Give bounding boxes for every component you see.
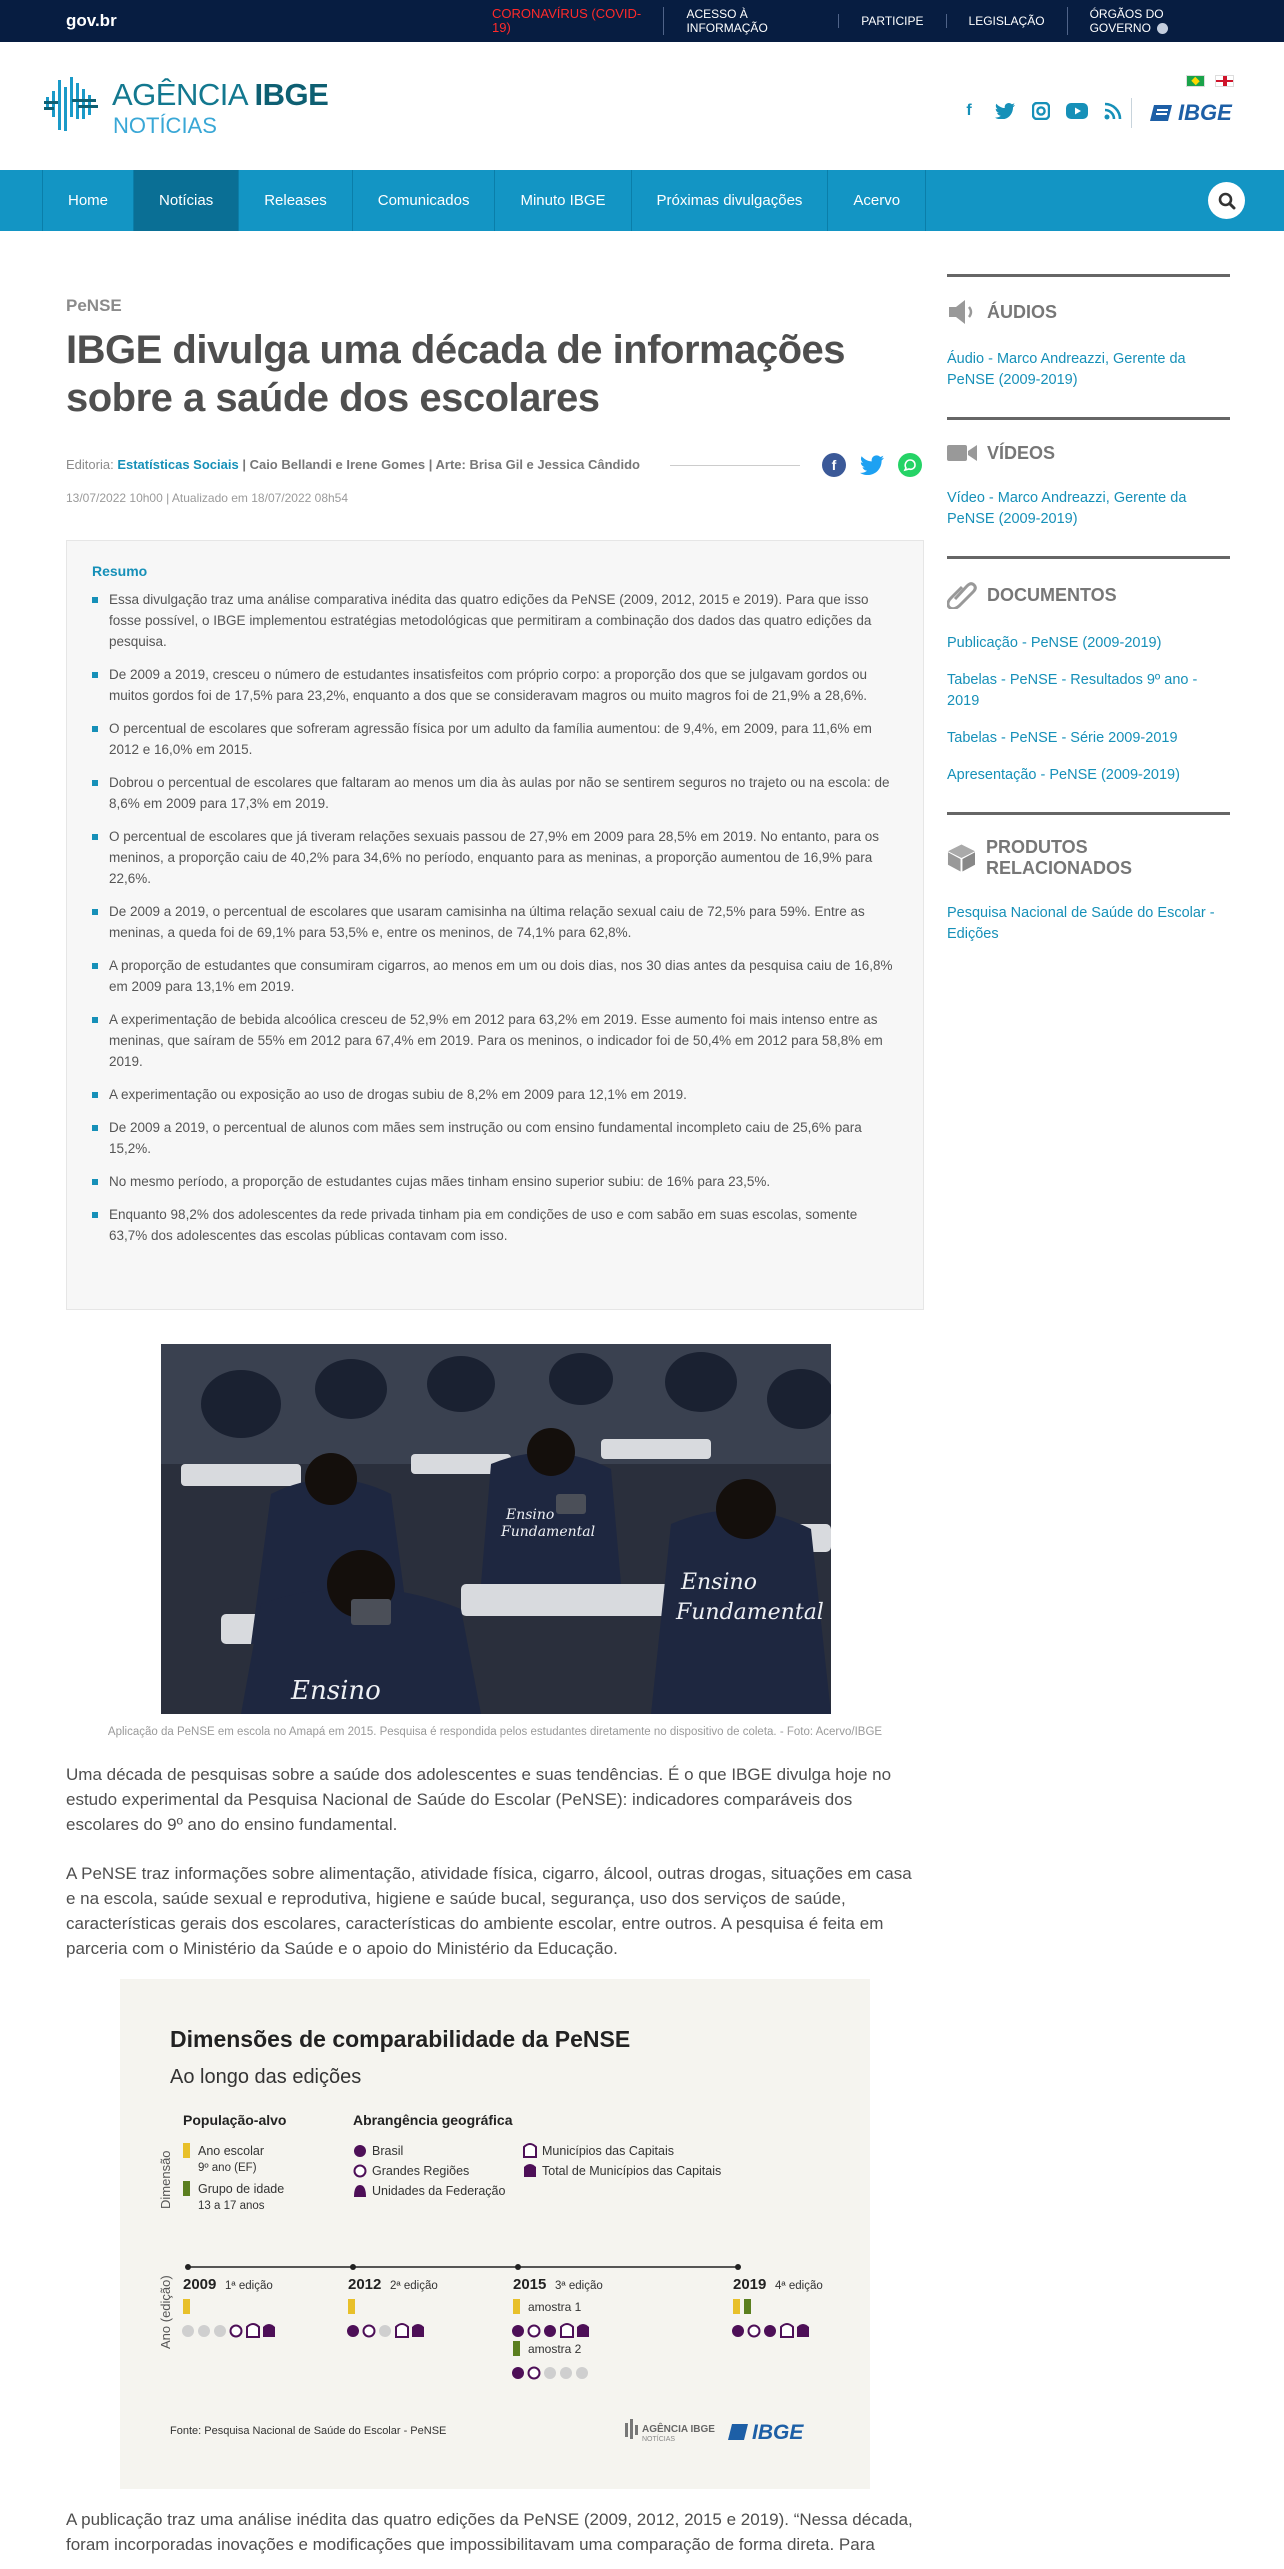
gov-link-orgaos[interactable] <box>1067 7 1250 35</box>
legend-label: Unidades da Federação <box>372 2184 506 2198</box>
gov-link-participe[interactable]: PARTICIPE <box>838 14 945 28</box>
summary-title: Resumo <box>92 563 148 579</box>
document-link[interactable]: Publicação - PeNSE (2009-2019) <box>947 635 1162 651</box>
edition-label: 1ª edição <box>225 2280 273 2292</box>
chevron-down-icon <box>1157 23 1168 34</box>
speaker-icon <box>947 299 977 325</box>
agencia-logo-sub: NOTÍCIAS <box>642 2436 676 2443</box>
brand-title <box>112 77 328 113</box>
ibge-emblem-icon <box>1150 103 1174 123</box>
summary-box <box>66 540 924 1310</box>
videos-heading <box>947 442 1230 464</box>
nav-minuto-ibge[interactable]: Minuto IBGE <box>495 170 631 231</box>
photo-caption: Aplicação da PeNSE em escola no Amapá em 2015. Pesquisa é respondida pelos estudantes diretamente no dispositivo de coleta. - Foto: Acervo/IBGE <box>107 1726 883 1738</box>
ibge-small-logo <box>728 2421 804 2444</box>
search-icon <box>1218 192 1236 210</box>
share-buttons <box>822 453 922 477</box>
summary-item: De 2009 a 2019, o percentual de escolares que usaram camisinha na última relação sexual caiu de 72,5% para 59%. Entre as meninas, a queda foi de 69,1% para 53,5% e, entre os meninos, de 74,1% para 62,8%. <box>92 901 897 943</box>
site-header <box>0 42 1284 170</box>
edition-label: 4ª edição <box>775 2280 823 2292</box>
related-title: PRODUTOS RELACIONADOS <box>985 837 1132 878</box>
geography-heading: Abrangência geográfica <box>353 2112 513 2128</box>
language-flags <box>1186 75 1234 87</box>
instagram-icon[interactable] <box>1030 100 1052 122</box>
legend-label: Grupo de idade <box>198 2182 285 2196</box>
summary-item: O percentual de escolares que sofreram agressão física por um adulto da família aumentou: de 9,4%, em 2009, para 11,6% em 2012 e 16,0% em 2015. <box>92 718 897 760</box>
summary-item: A experimentação de bebida alcoólica cresceu de 52,9% em 2012 para 63,2% em 2019. Esse aumento foi mais intenso entre as meninas, que saíram de 55% em 2012 para 67,4% em 2019. Para os meninos, o indicador foi de 50,4% em 2012 para 58,8% em 2019. <box>92 1009 897 1072</box>
byline-row <box>66 450 924 480</box>
article-dateline: 13/07/2022 10h00 | Atualizado em 18/07/2022 08h54 <box>66 491 349 505</box>
summary-item: No mesmo período, a proporção de estudantes cujas mães tinham ensino superior subiu: de 16% para 23,5%. <box>92 1171 897 1192</box>
summary-item: De 2009 a 2019, cresceu o número de estudantes insatisfeitos com próprio corpo: a proporção dos que se julgavam gordos ou muitos gordos foi de 17,5% para 23,2%, enquanto a dos que se consideravam magros ou muito magros foi de 21,9% a 28,6%. <box>92 664 897 706</box>
brand-title-light: AGÊNCIA <box>112 77 247 112</box>
twitter-icon[interactable] <box>994 100 1016 122</box>
dimension-axis-label: Dimensão <box>158 2150 173 2209</box>
gov-link-legislacao[interactable]: LEGISLAÇÃO <box>946 14 1067 28</box>
documents-title: DOCUMENTOS <box>987 584 1117 605</box>
gov-link-orgaos-label: ÓRGÃOS DO GOVERNO <box>1089 7 1164 35</box>
legend-label: Ano escolar <box>198 2144 265 2158</box>
year-2015: 2015 <box>513 2276 547 2293</box>
videos-title: VÍDEOS <box>987 442 1056 463</box>
summary-item: A experimentação ou exposição ao uso de drogas subiu de 8,2% em 2009 para 12,1% em 2019. <box>92 1084 897 1105</box>
sample-label: amostra 2 <box>528 2342 582 2356</box>
legend-swatch-yellow <box>183 2143 190 2158</box>
audios-title: ÁUDIOS <box>987 301 1058 322</box>
youtube-icon[interactable] <box>1066 100 1088 122</box>
audios-heading <box>947 299 1230 325</box>
gov-br-logo[interactable]: gov.br <box>66 11 117 30</box>
gov-bar <box>0 0 1284 42</box>
infographic-title: Dimensões de comparabilidade da PeNSE <box>170 2026 631 2052</box>
document-link[interactable]: Tabelas - PeNSE - Série 2009-2019 <box>947 730 1178 746</box>
agencia-logo-text: AGÊNCIA IBGE <box>642 2424 715 2435</box>
summary-item: A proporção de estudantes que consumiram cigarros, ao menos em um ou dois dias, nos 30 dias antes da pesquisa caiu de 16,8% em 2009 para 13,1% em 2019. <box>92 955 897 997</box>
ibge-mark-icon <box>44 77 104 137</box>
legend-swatch-green <box>183 2181 190 2196</box>
nav-home[interactable]: Home <box>42 170 134 231</box>
summary-list <box>92 589 897 1246</box>
social-links <box>958 100 1124 122</box>
brazil-flag-icon[interactable] <box>1186 75 1205 87</box>
document-link[interactable]: Apresentação - PeNSE (2009-2019) <box>947 767 1180 783</box>
article-headline: IBGE divulga uma década de informações sobre a saúde dos escolares <box>66 328 846 420</box>
nav-comunicados[interactable]: Comunicados <box>353 170 496 231</box>
legend-shape-total-capitais <box>524 2164 536 2177</box>
byline-prefix: Editoria: <box>66 457 118 472</box>
nav-noticias[interactable]: Notícias <box>134 170 239 231</box>
brand-title-bold: IBGE <box>254 77 329 112</box>
shirt-text-fundamental: Fundamental <box>501 1524 596 1540</box>
agencia-ibge-small-logo <box>625 2419 715 2443</box>
videos-block <box>947 417 1230 530</box>
year-axis-label: Ano (edição) <box>158 2275 173 2349</box>
gov-link-covid[interactable]: CORONAVÍRUS (COVID-19) <box>492 6 642 35</box>
summary-item: O percentual de escolares que já tiveram relações sexuais passou de 27,9% em 2009 para 28,5% em 2019. No entanto, para os meninos, a proporção caiu de 40,2% para 34,6% no período, enquanto para as meninas, a proporção aumentou de 16,9% para 22,6%. <box>92 826 897 889</box>
infographic-source: Fonte: Pesquisa Nacional de Saúde do Escolar - PeNSE <box>170 2425 447 2437</box>
gov-links <box>470 0 1250 42</box>
year-2009: 2009 <box>183 2276 217 2293</box>
facebook-icon[interactable]: f <box>966 102 972 119</box>
paperclip-icon <box>947 581 977 609</box>
related-heading <box>947 837 1230 879</box>
shirt-text-ensino: Ensino <box>506 1507 555 1523</box>
classroom-photo <box>161 1344 831 1714</box>
byline-authors: | Caio Bellandi e Irene Gomes | Arte: Brisa Gil e Jessica Cândido <box>238 457 640 472</box>
byline-editoria-link[interactable]: Estatísticas Sociais <box>117 457 239 472</box>
summary-item: Enquanto 98,2% dos adolescentes da rede privada tinham pia em condições de uso e com sabão em suas escolas, somente 63,7% dos adolescentes das escolas públicas contavam com isso. <box>92 1204 897 1246</box>
legend-label: Municípios das Capitais <box>542 2144 675 2158</box>
summary-item: Essa divulgação traz uma análise comparativa inédita das quatro edições da PeNSE (2009, 2012, 2015 e 2019). Para que isso fosse possível, o IBGE implementou estratégias metodológicas que permitiram a combinação dos dados das quatro edições da pesquisa. <box>92 589 897 652</box>
header-divider <box>1131 98 1132 128</box>
ibge-logo-text: IBGE <box>1178 100 1232 125</box>
article-photo[interactable] <box>161 1344 831 1714</box>
sample-label: amostra 1 <box>528 2300 582 2314</box>
legend-label: Grandes Regiões <box>372 2164 470 2178</box>
gov-link-acesso-informacao[interactable]: ACESSO À INFORMAÇÃO <box>663 7 838 35</box>
summary-item: Dobrou o percentual de escolares que faltaram ao menos um dia às aulas por não se sentirem seguros no trajeto ou na escola: de 8,6% em 2009 para 17,3% em 2019. <box>92 772 897 814</box>
infographic-canvas <box>120 1979 870 2489</box>
legend-label: 13 a 17 anos <box>198 2200 265 2212</box>
infographic[interactable] <box>120 1979 870 2489</box>
documents-heading <box>947 581 1230 609</box>
article-paragraph: A publicação traz uma análise inédita das quatro edições da PeNSE (2009, 2012, 2015 e 2019). “Nessa década, foram incorporadas inovações e modificações que impossibilitavam uma comparação de forma direta. Para <box>66 2510 913 2554</box>
article-kicker[interactable]: PeNSE <box>66 296 122 315</box>
rss-icon[interactable] <box>1102 100 1124 122</box>
main-nav <box>0 170 1284 231</box>
legend-label: Total de Municípios das Capitais <box>542 2164 722 2178</box>
share-whatsapp-icon[interactable] <box>898 453 922 477</box>
video-camera-icon <box>947 442 977 464</box>
summary-item: De 2009 a 2019, o percentual de alunos com mães sem instrução ou com ensino fundamental incompleto caiu de 25,6% para 15,2%. <box>92 1117 897 1159</box>
year-2012: 2012 <box>348 2276 382 2293</box>
article-paragraph: A PeNSE traz informações sobre alimentação, atividade física, cigarro, álcool, outras drogas, situações em casa e na escola, saúde sexual e reprodutiva, higiene e saúde bucal, segurança, uso dos serviços de saúde, características gerais dos escolares, características do ambiente escolar, entre outros. A pesquisa é feita em parceria com o Ministério da Saúde e o apoio do Ministério da Educação. <box>66 1864 912 1958</box>
box-icon <box>947 843 976 873</box>
legend-label: Brasil <box>372 2144 404 2158</box>
infographic-subtitle: Ao longo das edições <box>170 2066 362 2088</box>
ibge-logo[interactable] <box>1150 100 1232 126</box>
article <box>66 296 924 2554</box>
nav-acervo[interactable]: Acervo <box>828 170 926 231</box>
sidebar <box>947 274 1230 961</box>
legend-shape-uf <box>354 2185 366 2197</box>
nav-items <box>42 170 926 231</box>
document-link[interactable]: Tabelas - PeNSE - Resultados 9º ano - 2019 <box>947 672 1198 709</box>
related-block <box>947 812 1230 945</box>
share-facebook-icon[interactable]: f <box>822 453 846 477</box>
legend-dot-regioes <box>355 2166 366 2177</box>
byline-divider <box>670 465 800 466</box>
nav-proximas-divulgacoes[interactable]: Próximas divulgações <box>632 170 829 231</box>
shirt-text-ensino: Ensino <box>681 1570 757 1595</box>
documents-block <box>947 556 1230 786</box>
audios-block <box>947 274 1230 391</box>
search-button[interactable] <box>1208 182 1245 219</box>
ibge-small-logo-text: IBGE <box>752 2421 804 2444</box>
uk-flag-icon[interactable] <box>1215 75 1234 87</box>
legend-shape-capitais <box>524 2144 536 2157</box>
video-link[interactable]: Vídeo - Marco Andreazzi, Gerente da PeNSE (2009-2019) <box>947 490 1187 527</box>
edition-label: 2ª edição <box>390 2280 438 2292</box>
nav-releases[interactable]: Releases <box>239 170 353 231</box>
agencia-ibge-logo[interactable] <box>44 77 329 147</box>
share-twitter-icon[interactable] <box>860 453 884 477</box>
brand-subtitle: NOTÍCIAS <box>113 113 217 138</box>
related-link[interactable]: Pesquisa Nacional de Saúde do Escolar - Edições <box>947 905 1215 942</box>
edition-label: 3ª edição <box>555 2280 603 2292</box>
legend-label: 9º ano (EF) <box>198 2162 257 2174</box>
audio-link[interactable]: Áudio - Marco Andreazzi, Gerente da PeNSE (2009-2019) <box>947 351 1186 388</box>
shirt-text-fundamental: Fundamental <box>676 1600 824 1625</box>
year-2019: 2019 <box>733 2276 767 2293</box>
article-paragraph: Uma década de pesquisas sobre a saúde dos adolescentes e suas tendências. É o que IBGE divulga hoje no estudo experimental da Pesquisa Nacional de Saúde do Escolar (PeNSE): indicadores comparáveis dos escolares do 9º ano do ensino fundamental. <box>66 1765 892 1834</box>
population-heading: População-alvo <box>183 2112 287 2128</box>
legend-dot-brasil <box>354 2145 366 2157</box>
shirt-text-ensino: Ensino <box>291 1676 381 1706</box>
